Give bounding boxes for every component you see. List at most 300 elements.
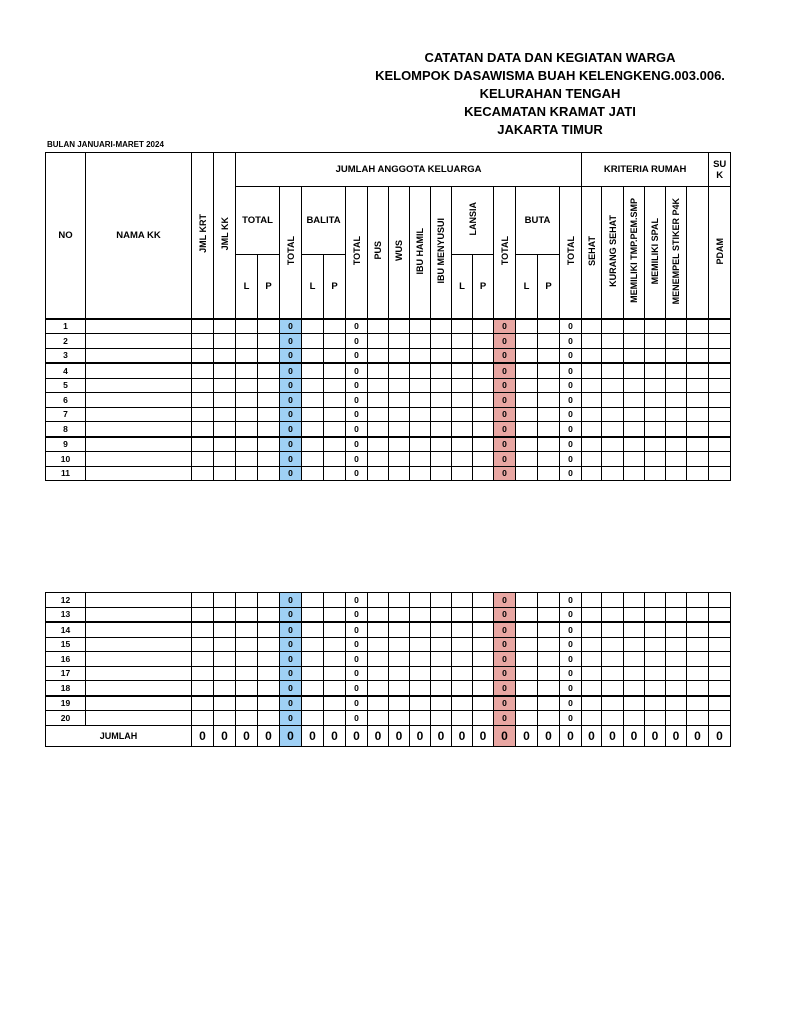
jumlah-value: 0	[236, 725, 258, 746]
table-cell	[516, 319, 538, 334]
row-number: 6	[46, 393, 86, 408]
row-total-balita: 0	[346, 437, 368, 452]
table-cell	[324, 422, 346, 437]
table-row	[46, 363, 731, 378]
table-cell	[192, 319, 214, 334]
table-cell	[516, 637, 538, 652]
table-cell	[602, 466, 624, 481]
table-cell	[516, 622, 538, 637]
table-row	[46, 637, 731, 652]
table-cell	[624, 393, 645, 408]
table-cell	[473, 652, 494, 667]
table-cell	[86, 466, 192, 481]
table-cell	[516, 348, 538, 363]
table-cell	[86, 422, 192, 437]
table-cell	[431, 696, 452, 711]
row-total-anggota: 0	[280, 437, 302, 452]
table-cell	[473, 407, 494, 422]
table-cell	[258, 452, 280, 467]
table-cell	[582, 666, 602, 681]
table-cell	[214, 466, 236, 481]
table-cell	[582, 319, 602, 334]
table-cell	[324, 378, 346, 393]
table-row	[46, 607, 731, 622]
table-cell	[236, 334, 258, 349]
table-cell	[431, 711, 452, 726]
row-total-lansia: 0	[494, 319, 516, 334]
table-cell	[452, 378, 473, 393]
jumlah-value: 0	[346, 725, 368, 746]
table-cell	[258, 711, 280, 726]
col-buta-p: P	[538, 255, 560, 319]
table-cell	[666, 378, 687, 393]
row-total-balita: 0	[346, 466, 368, 481]
table-cell	[431, 363, 452, 378]
row-total-buta: 0	[560, 348, 582, 363]
table-cell	[582, 422, 602, 437]
col-total-1: TOTAL	[280, 187, 302, 319]
table-cell	[687, 393, 709, 408]
table-cell	[473, 466, 494, 481]
table-cell	[624, 422, 645, 437]
table-cell	[538, 681, 560, 696]
row-total-anggota: 0	[280, 422, 302, 437]
table-cell	[236, 407, 258, 422]
table-cell	[645, 378, 666, 393]
table-cell	[645, 681, 666, 696]
table-cell	[516, 363, 538, 378]
table-cell	[666, 407, 687, 422]
table-cell	[368, 363, 389, 378]
table-cell	[236, 378, 258, 393]
table-cell	[538, 652, 560, 667]
table-row	[46, 319, 731, 334]
table-cell	[602, 652, 624, 667]
table-cell	[538, 711, 560, 726]
table-cell	[410, 637, 431, 652]
col-balita: BALITA	[302, 187, 346, 255]
row-total-balita: 0	[346, 363, 368, 378]
col-kurang-sehat: KURANG SEHAT	[602, 187, 624, 319]
table-row	[46, 466, 731, 481]
jumlah-value: 0	[302, 725, 324, 746]
table-cell	[410, 378, 431, 393]
table-cell	[666, 696, 687, 711]
table-cell	[86, 334, 192, 349]
table-cell	[324, 348, 346, 363]
row-total-buta: 0	[560, 666, 582, 681]
row-number: 1	[46, 319, 86, 334]
table-cell	[324, 437, 346, 452]
row-total-lansia: 0	[494, 437, 516, 452]
table-cell	[324, 407, 346, 422]
table-cell	[410, 593, 431, 608]
table-cell	[410, 607, 431, 622]
row-number: 2	[46, 334, 86, 349]
table-cell	[236, 363, 258, 378]
row-total-lansia: 0	[494, 363, 516, 378]
table-cell	[624, 681, 645, 696]
table-cell	[473, 607, 494, 622]
table-cell	[473, 422, 494, 437]
table-cell	[538, 378, 560, 393]
table-cell	[452, 334, 473, 349]
row-total-lansia: 0	[494, 452, 516, 467]
table-cell	[368, 622, 389, 637]
table-cell	[324, 652, 346, 667]
col-total-group: TOTAL	[236, 187, 280, 255]
table-cell	[258, 696, 280, 711]
table-cell	[582, 652, 602, 667]
table-cell	[389, 652, 410, 667]
row-total-lansia: 0	[494, 378, 516, 393]
table-cell	[709, 452, 731, 467]
table-cell	[431, 652, 452, 667]
table-cell	[709, 393, 731, 408]
table-cell	[452, 363, 473, 378]
table-cell	[516, 696, 538, 711]
table-cell	[473, 666, 494, 681]
col-lansia: LANSIA	[452, 187, 494, 255]
table-cell	[192, 466, 214, 481]
table-cell	[602, 363, 624, 378]
table-cell	[582, 437, 602, 452]
table-cell	[602, 422, 624, 437]
row-total-anggota: 0	[280, 637, 302, 652]
table-cell	[666, 681, 687, 696]
table-cell	[431, 681, 452, 696]
col-jml-kk: JML KK	[214, 153, 236, 319]
table-cell	[645, 363, 666, 378]
title-line-2: KELOMPOK DASAWISMA BUAH KELENGKENG.003.006.	[375, 68, 725, 83]
table-cell	[410, 334, 431, 349]
table-cell	[389, 681, 410, 696]
jumlah-value: 0	[473, 725, 494, 746]
row-total-buta: 0	[560, 407, 582, 422]
row-total-lansia: 0	[494, 407, 516, 422]
table-cell	[645, 422, 666, 437]
table-cell	[214, 452, 236, 467]
table-cell	[214, 393, 236, 408]
table-cell	[86, 593, 192, 608]
table-cell	[452, 348, 473, 363]
table-cell	[236, 437, 258, 452]
table-cell	[687, 622, 709, 637]
table-cell	[602, 348, 624, 363]
jumlah-value: 0	[389, 725, 410, 746]
table-cell	[302, 452, 324, 467]
data-table-bottom	[45, 592, 731, 747]
table-cell	[236, 393, 258, 408]
table-cell	[410, 348, 431, 363]
table-cell	[389, 422, 410, 437]
col-buta-l: L	[516, 255, 538, 319]
data-table-top	[45, 152, 731, 481]
table-cell	[368, 711, 389, 726]
table-cell	[214, 637, 236, 652]
table-cell	[624, 711, 645, 726]
jumlah-value: 0	[602, 725, 624, 746]
row-total-anggota: 0	[280, 363, 302, 378]
table-cell	[192, 393, 214, 408]
table-cell	[389, 466, 410, 481]
table-cell	[389, 666, 410, 681]
table-cell	[192, 711, 214, 726]
period-label: BULAN JANUARI-MARET 2024	[47, 140, 164, 149]
table-cell	[666, 422, 687, 437]
table-cell	[258, 348, 280, 363]
table-cell	[516, 681, 538, 696]
table-cell	[368, 378, 389, 393]
table-cell	[538, 363, 560, 378]
table-cell	[645, 334, 666, 349]
table-cell	[258, 666, 280, 681]
table-cell	[516, 422, 538, 437]
table-cell	[602, 378, 624, 393]
table-cell	[192, 422, 214, 437]
table-cell	[86, 319, 192, 334]
table-cell	[302, 622, 324, 637]
jumlah-value: 0	[368, 725, 389, 746]
jumlah-value: 0	[494, 725, 516, 746]
table-cell	[538, 319, 560, 334]
table-cell	[324, 637, 346, 652]
table-cell	[666, 466, 687, 481]
table-cell	[214, 422, 236, 437]
row-total-anggota: 0	[280, 696, 302, 711]
table-cell	[582, 378, 602, 393]
table-cell	[687, 637, 709, 652]
table-cell	[302, 319, 324, 334]
row-total-anggota: 0	[280, 334, 302, 349]
col-total-l: L	[236, 255, 258, 319]
table-cell	[666, 637, 687, 652]
table-page-1	[0, 152, 727, 482]
row-total-balita: 0	[346, 452, 368, 467]
table-cell	[410, 422, 431, 437]
table-cell	[624, 593, 645, 608]
table-cell	[214, 407, 236, 422]
table-cell	[538, 452, 560, 467]
table-cell	[516, 666, 538, 681]
table-cell	[687, 607, 709, 622]
table-cell	[389, 319, 410, 334]
table-cell	[389, 378, 410, 393]
table-cell	[709, 334, 731, 349]
table-cell	[582, 348, 602, 363]
table-cell	[389, 696, 410, 711]
table-cell	[582, 696, 602, 711]
table-cell	[192, 407, 214, 422]
row-number: 13	[46, 607, 86, 622]
table-cell	[86, 393, 192, 408]
table-cell	[368, 437, 389, 452]
table-cell	[624, 652, 645, 667]
table-cell	[258, 652, 280, 667]
row-total-lansia: 0	[494, 593, 516, 608]
table-cell	[192, 334, 214, 349]
table-cell	[582, 334, 602, 349]
table-cell	[410, 696, 431, 711]
table-cell	[86, 622, 192, 637]
row-total-buta: 0	[560, 393, 582, 408]
row-number: 16	[46, 652, 86, 667]
table-cell	[302, 422, 324, 437]
row-total-lansia: 0	[494, 637, 516, 652]
table-cell	[258, 637, 280, 652]
jumlah-label: JUMLAH	[46, 725, 192, 746]
table-cell	[452, 452, 473, 467]
table-cell	[258, 393, 280, 408]
col-total-p: P	[258, 255, 280, 319]
table-cell	[709, 593, 731, 608]
jumlah-value: 0	[687, 725, 709, 746]
row-total-balita: 0	[346, 593, 368, 608]
table-cell	[431, 422, 452, 437]
table-cell	[258, 607, 280, 622]
table-cell	[368, 393, 389, 408]
table-cell	[602, 452, 624, 467]
table-cell	[516, 607, 538, 622]
table-cell	[582, 711, 602, 726]
table-cell	[473, 696, 494, 711]
table-cell	[86, 711, 192, 726]
row-total-balita: 0	[346, 696, 368, 711]
table-cell	[302, 711, 324, 726]
table-cell	[452, 681, 473, 696]
table-cell	[602, 681, 624, 696]
row-total-lansia: 0	[494, 666, 516, 681]
table-cell	[624, 607, 645, 622]
table-cell	[324, 319, 346, 334]
table-cell	[709, 363, 731, 378]
table-cell	[236, 637, 258, 652]
table-cell	[687, 334, 709, 349]
table-cell	[709, 696, 731, 711]
row-total-anggota: 0	[280, 711, 302, 726]
table-cell	[258, 437, 280, 452]
table-cell	[236, 696, 258, 711]
table-cell	[687, 652, 709, 667]
jumlah-value: 0	[709, 725, 731, 746]
table-cell	[389, 593, 410, 608]
table-cell	[324, 711, 346, 726]
table-cell	[452, 393, 473, 408]
table-cell	[452, 407, 473, 422]
table-cell	[516, 466, 538, 481]
row-number: 3	[46, 348, 86, 363]
table-cell	[666, 452, 687, 467]
table-cell	[624, 407, 645, 422]
table-cell	[192, 622, 214, 637]
table-cell	[236, 422, 258, 437]
table-cell	[645, 666, 666, 681]
row-total-balita: 0	[346, 622, 368, 637]
table-cell	[709, 637, 731, 652]
table-cell	[324, 696, 346, 711]
table-cell	[473, 378, 494, 393]
table-cell	[452, 637, 473, 652]
row-number: 20	[46, 711, 86, 726]
table-cell	[709, 319, 731, 334]
table-cell	[258, 593, 280, 608]
row-total-balita: 0	[346, 652, 368, 667]
table-cell	[538, 437, 560, 452]
table-cell	[302, 652, 324, 667]
table-cell	[368, 466, 389, 481]
row-total-buta: 0	[560, 593, 582, 608]
table-cell	[192, 378, 214, 393]
table-cell	[624, 452, 645, 467]
table-cell	[324, 681, 346, 696]
row-total-balita: 0	[346, 378, 368, 393]
col-balita-l: L	[302, 255, 324, 319]
table-cell	[214, 319, 236, 334]
table-cell	[473, 334, 494, 349]
table-row	[46, 437, 731, 452]
table-cell	[214, 711, 236, 726]
row-total-balita: 0	[346, 711, 368, 726]
table-cell	[86, 607, 192, 622]
table-cell	[624, 437, 645, 452]
table-cell	[538, 334, 560, 349]
table-cell	[302, 607, 324, 622]
table-cell	[624, 334, 645, 349]
table-cell	[431, 437, 452, 452]
row-total-buta: 0	[560, 622, 582, 637]
col-total-3: TOTAL	[494, 187, 516, 319]
table-row	[46, 593, 731, 608]
table-cell	[538, 622, 560, 637]
table-cell	[582, 407, 602, 422]
table-cell	[258, 334, 280, 349]
table-cell	[624, 466, 645, 481]
title-line-1: CATATAN DATA DAN KEGIATAN WARGA	[424, 50, 676, 65]
title-line-3: KELURAHAN TENGAH	[479, 86, 621, 101]
table-cell	[302, 348, 324, 363]
jumlah-value: 0	[538, 725, 560, 746]
col-buta: BUTA	[516, 187, 560, 255]
table-cell	[452, 711, 473, 726]
table-cell	[214, 593, 236, 608]
table-cell	[410, 437, 431, 452]
table-cell	[687, 407, 709, 422]
table-cell	[602, 666, 624, 681]
table-cell	[645, 622, 666, 637]
table-cell	[324, 452, 346, 467]
table-cell	[431, 452, 452, 467]
table-cell	[602, 593, 624, 608]
row-total-buta: 0	[560, 696, 582, 711]
table-cell	[582, 393, 602, 408]
table-cell	[389, 407, 410, 422]
col-total-2: TOTAL	[346, 187, 368, 319]
row-total-anggota: 0	[280, 319, 302, 334]
table-row	[46, 711, 731, 726]
row-total-anggota: 0	[280, 607, 302, 622]
row-number: 10	[46, 452, 86, 467]
jumlah-value: 0	[666, 725, 687, 746]
table-cell	[410, 319, 431, 334]
jumlah-row	[46, 725, 731, 746]
table-cell	[86, 652, 192, 667]
table-cell	[86, 681, 192, 696]
table-cell	[258, 422, 280, 437]
table-cell	[602, 319, 624, 334]
table-cell	[410, 452, 431, 467]
row-total-anggota: 0	[280, 348, 302, 363]
table-cell	[473, 622, 494, 637]
